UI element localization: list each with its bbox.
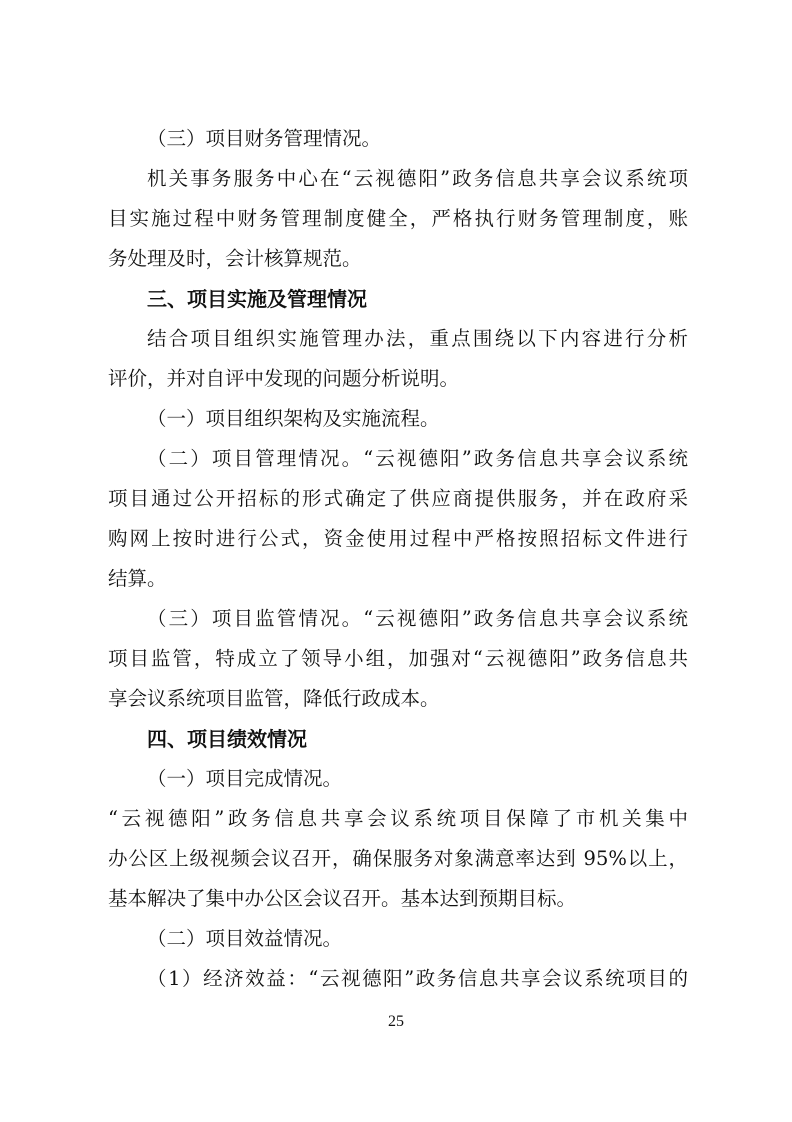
subsection-heading: （三）项目财务管理情况。 <box>147 127 382 150</box>
paragraph-line: 机关事务服务中心在“云视德阳”政务信息共享会议系统项 <box>147 167 688 190</box>
subsection-heading: （二）项目效益情况。 <box>147 927 343 950</box>
section-heading: 四、项目绩效情况 <box>147 727 307 751</box>
subsection-heading: （一）项目组织架构及实施流程。 <box>147 407 440 430</box>
paragraph-line: 结合项目组织实施管理办法，重点围绕以下内容进行分析 <box>147 327 688 350</box>
paragraph-line: “云视德阳”政务信息共享会议系统项目保障了市机关集中 <box>108 807 688 830</box>
paragraph-line: 目实施过程中财务管理制度健全，严格执行财务管理制度，账 <box>108 207 688 230</box>
paragraph-line: 基本解决了集中办公区会议召开。基本达到预期目标。 <box>108 887 577 910</box>
paragraph-line: 项目监管，特成立了领导小组，加强对“云视德阳”政务信息共 <box>108 647 688 670</box>
paragraph-line: （三）项目监管情况。“云视德阳”政务信息共享会议系统 <box>147 607 688 630</box>
subsection-heading: （一）项目完成情况。 <box>147 767 343 790</box>
paragraph-line: 享会议系统项目监管，降低行政成本。 <box>108 687 440 710</box>
paragraph-line: 办公区上级视频会议召开，确保服务对象满意率达到 95%以上， <box>108 847 688 870</box>
page-number: 25 <box>388 1013 404 1030</box>
paragraph-line: 项目通过公开招标的形式确定了供应商提供服务，并在政府采 <box>108 487 688 510</box>
section-heading: 三、项目实施及管理情况 <box>147 287 367 311</box>
paragraph-line: 购网上按时进行公式，资金使用过程中严格按照招标文件进行 <box>108 527 688 550</box>
paragraph-line: 评价，并对自评中发现的问题分析说明。 <box>108 367 460 390</box>
paragraph-line: 结算。 <box>108 567 167 590</box>
paragraph-line: （1）经济效益：“云视德阳”政务信息共享会议系统项目的 <box>147 967 688 990</box>
paragraph-line: （二）项目管理情况。“云视德阳”政务信息共享会议系统 <box>147 447 688 470</box>
paragraph-line: 务处理及时，会计核算规范。 <box>108 247 362 270</box>
